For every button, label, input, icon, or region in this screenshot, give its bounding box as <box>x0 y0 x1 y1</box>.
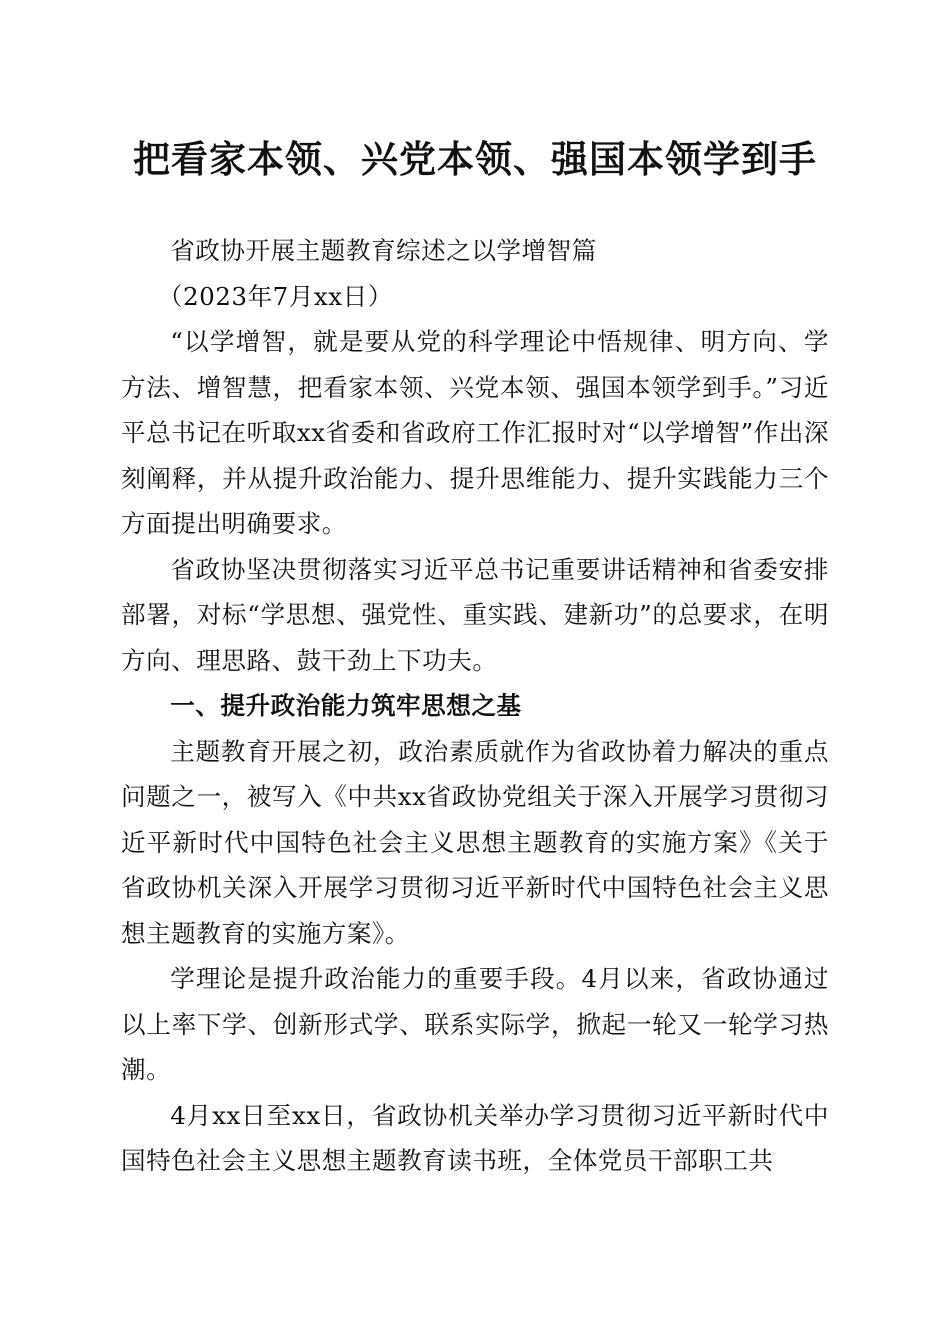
section-heading: 一、提升政治能力筑牢思想之基 <box>170 691 522 720</box>
paragraph: 主题教育开展之初，政治素质就作为省政协着力解决的重点问题之一，被写入《中共xx省政协党组关于深入开展学习贯彻习近平新时代中国特色社会主义思想主题教育的实施方案》《关于省政协机关深入开展学习贯彻习近平新时代中国特色社会主义思想主题教育的实施方案》。 <box>121 736 829 948</box>
date-line: （2023年7月xx日） <box>157 281 393 311</box>
document-body <box>121 228 829 1184</box>
paragraph: 4月xx日至xx日，省政协机关举办学习贯彻习近平新时代中国特色社会主义思想主题教育读书班，全体党员干部职工共 <box>121 1100 829 1175</box>
subtitle: 省政协开展主题教育综述之以学增智篇 <box>170 236 597 265</box>
document-title: 把看家本领、兴党本领、强国本领学到手 <box>133 137 817 181</box>
paragraph: “以学增智，就是要从党的科学理论中悟规律、明方向、学方法、增智慧，把看家本领、兴党本领、强国本领学到手。”习近平总书记在听取xx省委和省政府工作汇报时对“以学增智”作出深刻阐释，并从提升政治能力、提升思维能力、提升实践能力三个方面提出明确要求。 <box>121 327 829 538</box>
paragraph: 学理论是提升政治能力的重要手段。4月以来，省政协通过以上率下学、创新形式学、联系实际学，掀起一轮又一轮学习热潮。 <box>121 964 829 1084</box>
paragraph: 省政协坚决贯彻落实习近平总书记重要讲话精神和省委安排部署，对标“学思想、强党性、重实践、建新功”的总要求，在明方向、理思路、鼓干劲上下功夫。 <box>121 554 829 675</box>
